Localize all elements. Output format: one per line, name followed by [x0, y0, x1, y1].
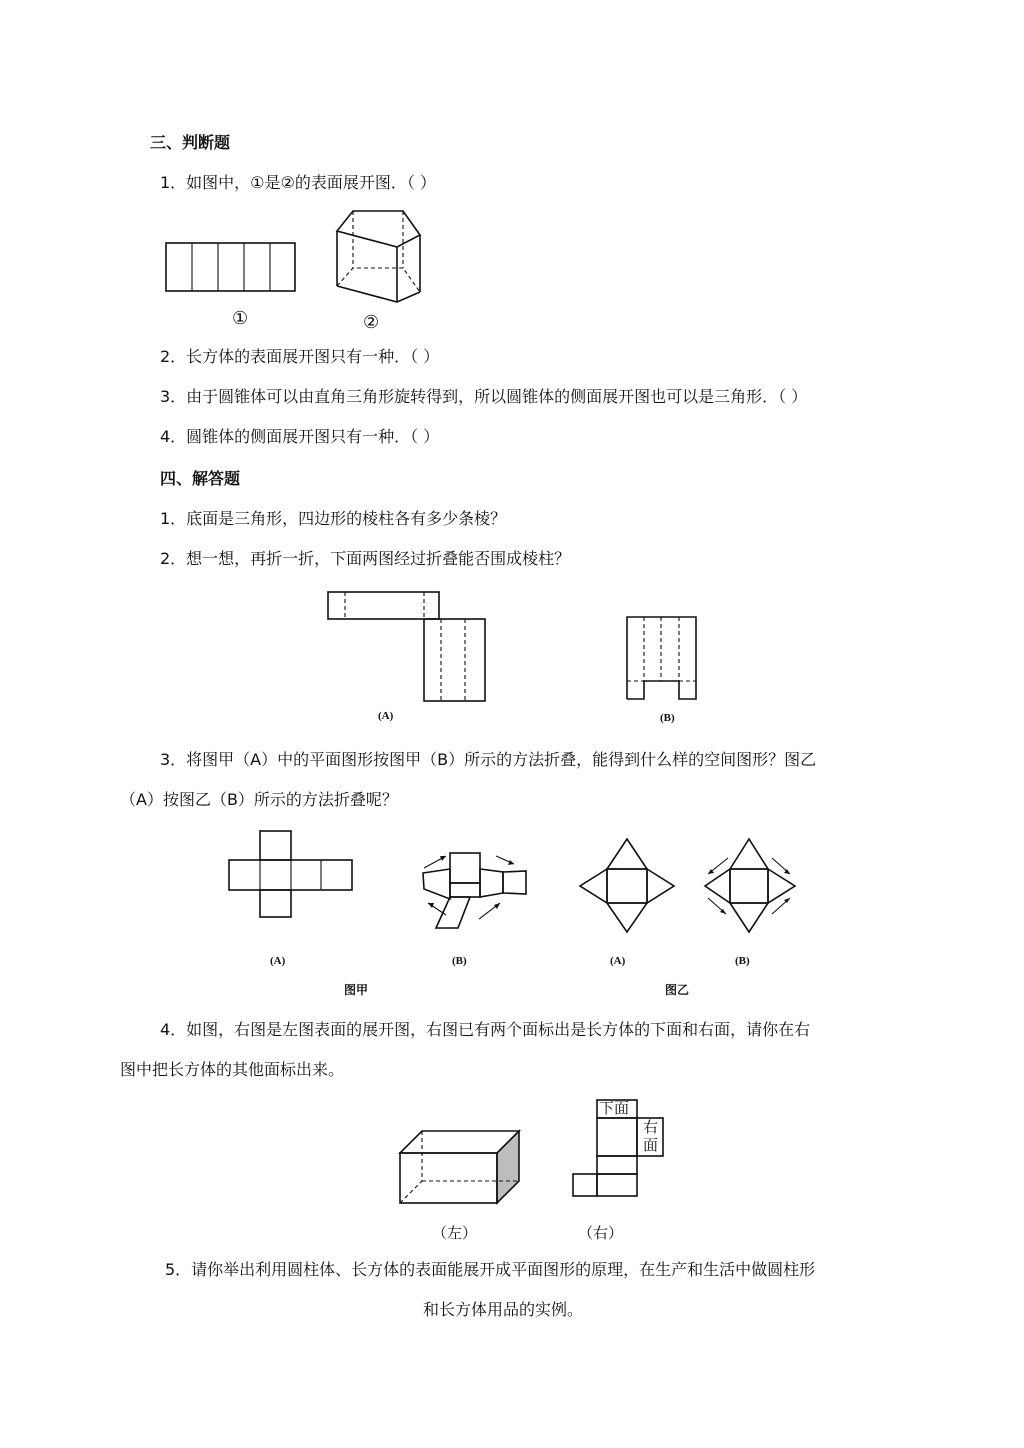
q2-label-b: (B) — [660, 712, 675, 724]
section4-q2: 2．想一想，再折一折，下面两图经过折叠能否围成棱柱？ — [160, 549, 571, 568]
q4-cuboid — [400, 1131, 519, 1203]
section3-heading: 三、判断题 — [150, 133, 231, 152]
q3-caption-yi: 图乙 — [665, 983, 690, 997]
q1-fig2-label: ② — [363, 312, 380, 333]
section4-heading: 四、解答题 — [160, 469, 241, 488]
q4-caption-right: （右） — [578, 1224, 624, 1242]
q3-label-a2: (A) — [610, 955, 626, 967]
q2-label-a: (A) — [378, 710, 394, 722]
q4-face-right-2: 面 — [643, 1136, 659, 1154]
q3-label-a1: (A) — [270, 955, 286, 967]
section4-q3-line2: （A）按图乙（B）所示的方法折叠呢？ — [120, 790, 398, 809]
section4-q5-line2: 和长方体用品的实例。 — [423, 1300, 584, 1319]
q3-label-b2: (B) — [735, 955, 750, 967]
section4-q5-line1: 5．请你举出利用圆柱体、长方体的表面能展开成平面图形的原理，在生产和生活中做圆柱形 — [165, 1260, 816, 1279]
section4-q4-line2: 图中把长方体的其他面标出来。 — [120, 1060, 345, 1079]
section4-q4-line1: 4．如图，右图是左图表面的展开图，右图已有两个面标出是长方体的下面和右面，请你在右 — [160, 1020, 811, 1039]
section3-q4: 4．圆锥体的侧面展开图只有一种．（ ） — [160, 427, 440, 446]
q4-face-right-1: 右 — [643, 1118, 659, 1136]
section3-q2: 2．长方体的表面展开图只有一种．（ ） — [160, 347, 440, 366]
q3-label-b1: (B) — [452, 955, 467, 967]
section3-q1: 1．如图中，①是②的表面展开图．（ ） — [160, 173, 436, 192]
q4-face-bottom: 下面 — [599, 1099, 630, 1117]
section4-q3-line1: 3．将图甲（A）中的平面图形按图甲（B）所示的方法折叠，能得到什么样的空间图形？图乙 — [160, 750, 817, 769]
q4-caption-left: （左） — [432, 1224, 478, 1242]
q1-fig1-label: ① — [232, 308, 249, 329]
section3-q3: 3．由于圆锥体可以由直角三角形旋转得到，所以圆锥体的侧面展开图也可以是三角形．（ ） — [160, 387, 808, 406]
q3-caption-jia: 图甲 — [344, 983, 369, 997]
section4-q1: 1．底面是三角形，四边形的棱柱各有多少条棱？ — [160, 509, 507, 528]
